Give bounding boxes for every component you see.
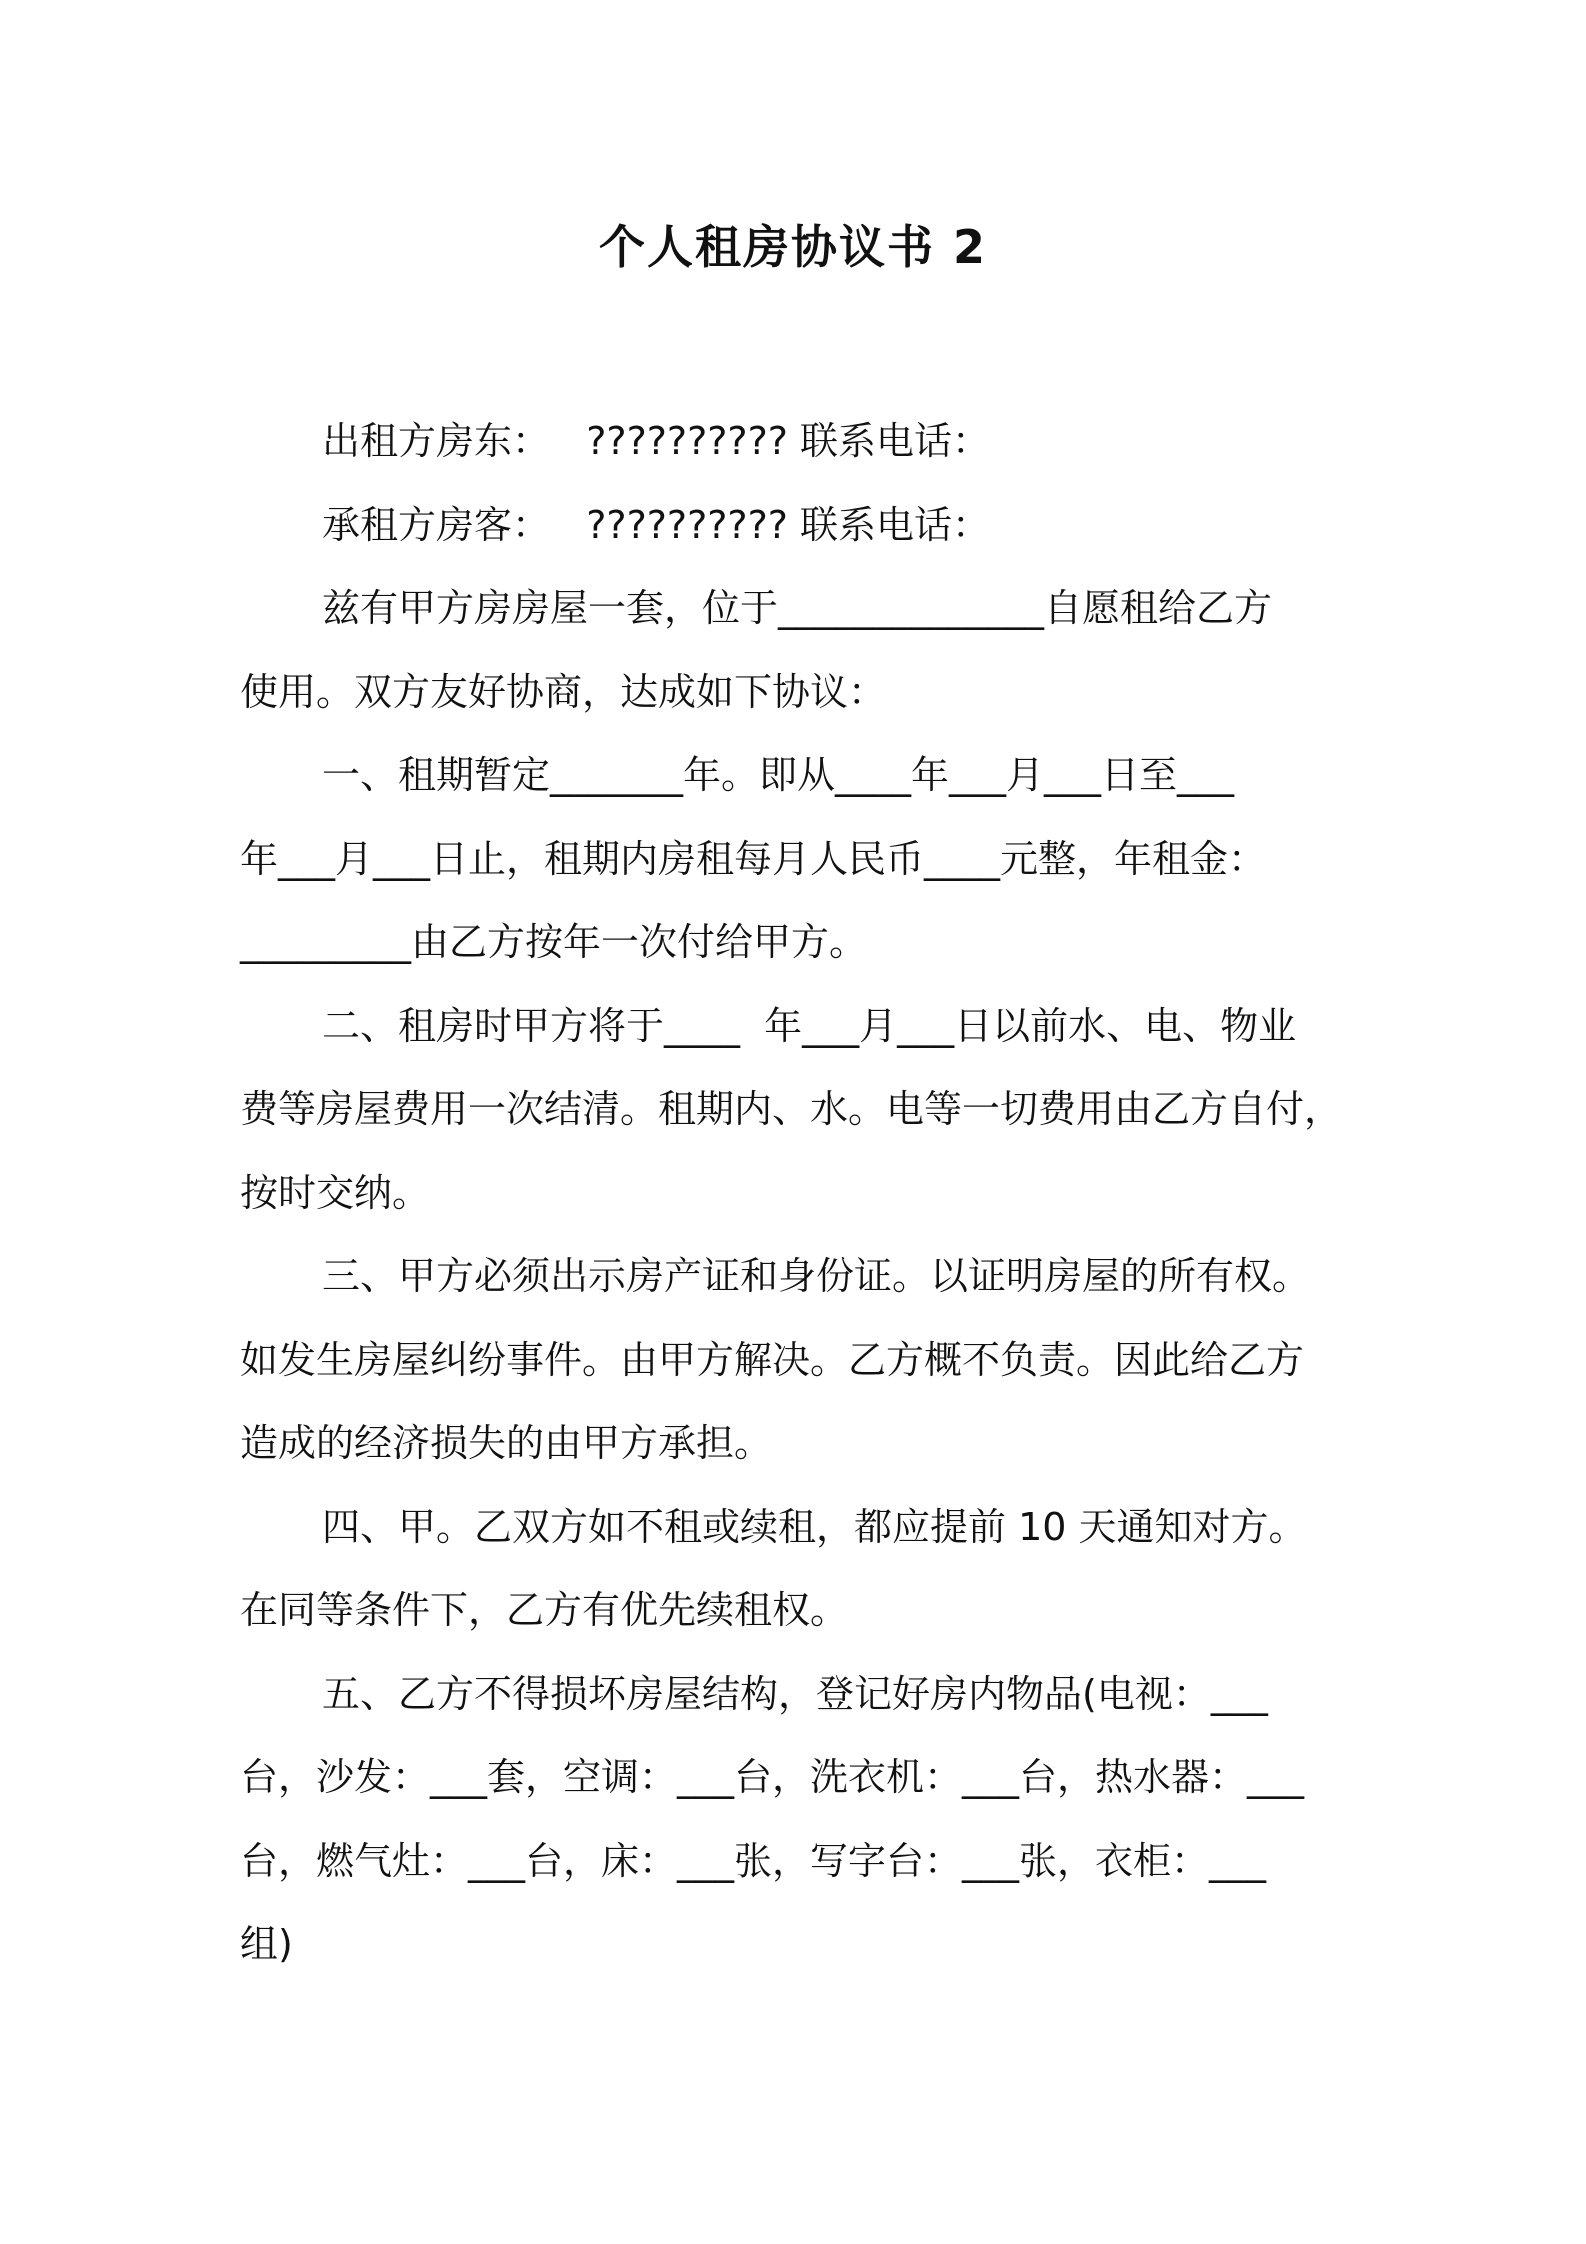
document-line: 台，沙发：___套，空调：___台，洗衣机：___台，热水器：___ (240, 1755, 1305, 1799)
document-body (240, 400, 1356, 1987)
document-line: 使用。双方友好协商，达成如下协议： (240, 669, 887, 714)
document-line: 费等房屋费用一次结清。租期内、水。电等一切费用由乙方自付， (240, 1087, 1343, 1131)
document-line: 三、甲方必须出示房产证和身份证。以证明房屋的所有权。 (322, 1254, 1311, 1298)
document-title: 个人租房协议书 2 (598, 220, 988, 274)
document-line: 按时交纳。 (240, 1170, 431, 1215)
document-line: 一、租期暂定_______年。即从____年___月___日至___ (322, 753, 1235, 797)
document-line: 承租方房客： ?????????? 联系电话： (322, 502, 991, 547)
document-line: _________由乙方按年一次付给甲方。 (240, 920, 868, 964)
document-line: 五、乙方不得损坏房屋结构，登记好房内物品(电视：___ (322, 1671, 1268, 1716)
document-line: 出租方房东： ?????????? 联系电话： (322, 419, 991, 463)
document-line: 四、甲。乙双方如不租或续租，都应提前 10 天通知对方。 (322, 1504, 1307, 1549)
document-line: 二、租房时甲方将于____ 年___月___日以前水、电、物业 (322, 1003, 1297, 1048)
document-line: 在同等条件下，乙方有优先续租权。 (240, 1588, 849, 1632)
document-line: 如发生房屋纠纷事件。由甲方解决。乙方概不负责。因此给乙方 (240, 1337, 1305, 1382)
document-line: 兹有甲方房房屋一套，位于______________自愿租给乙方 (322, 586, 1273, 630)
document-line: 造成的经济损失的由甲方承担。 (240, 1421, 773, 1465)
document-line: 台，燃气灶：___台，床：___张，写字台：___张，衣柜：___ (240, 1838, 1267, 1883)
document-line: 年___月___日止，租期内房租每月人民币____元整，年租金： (240, 836, 1267, 881)
document-line: 组) (240, 1922, 293, 1966)
